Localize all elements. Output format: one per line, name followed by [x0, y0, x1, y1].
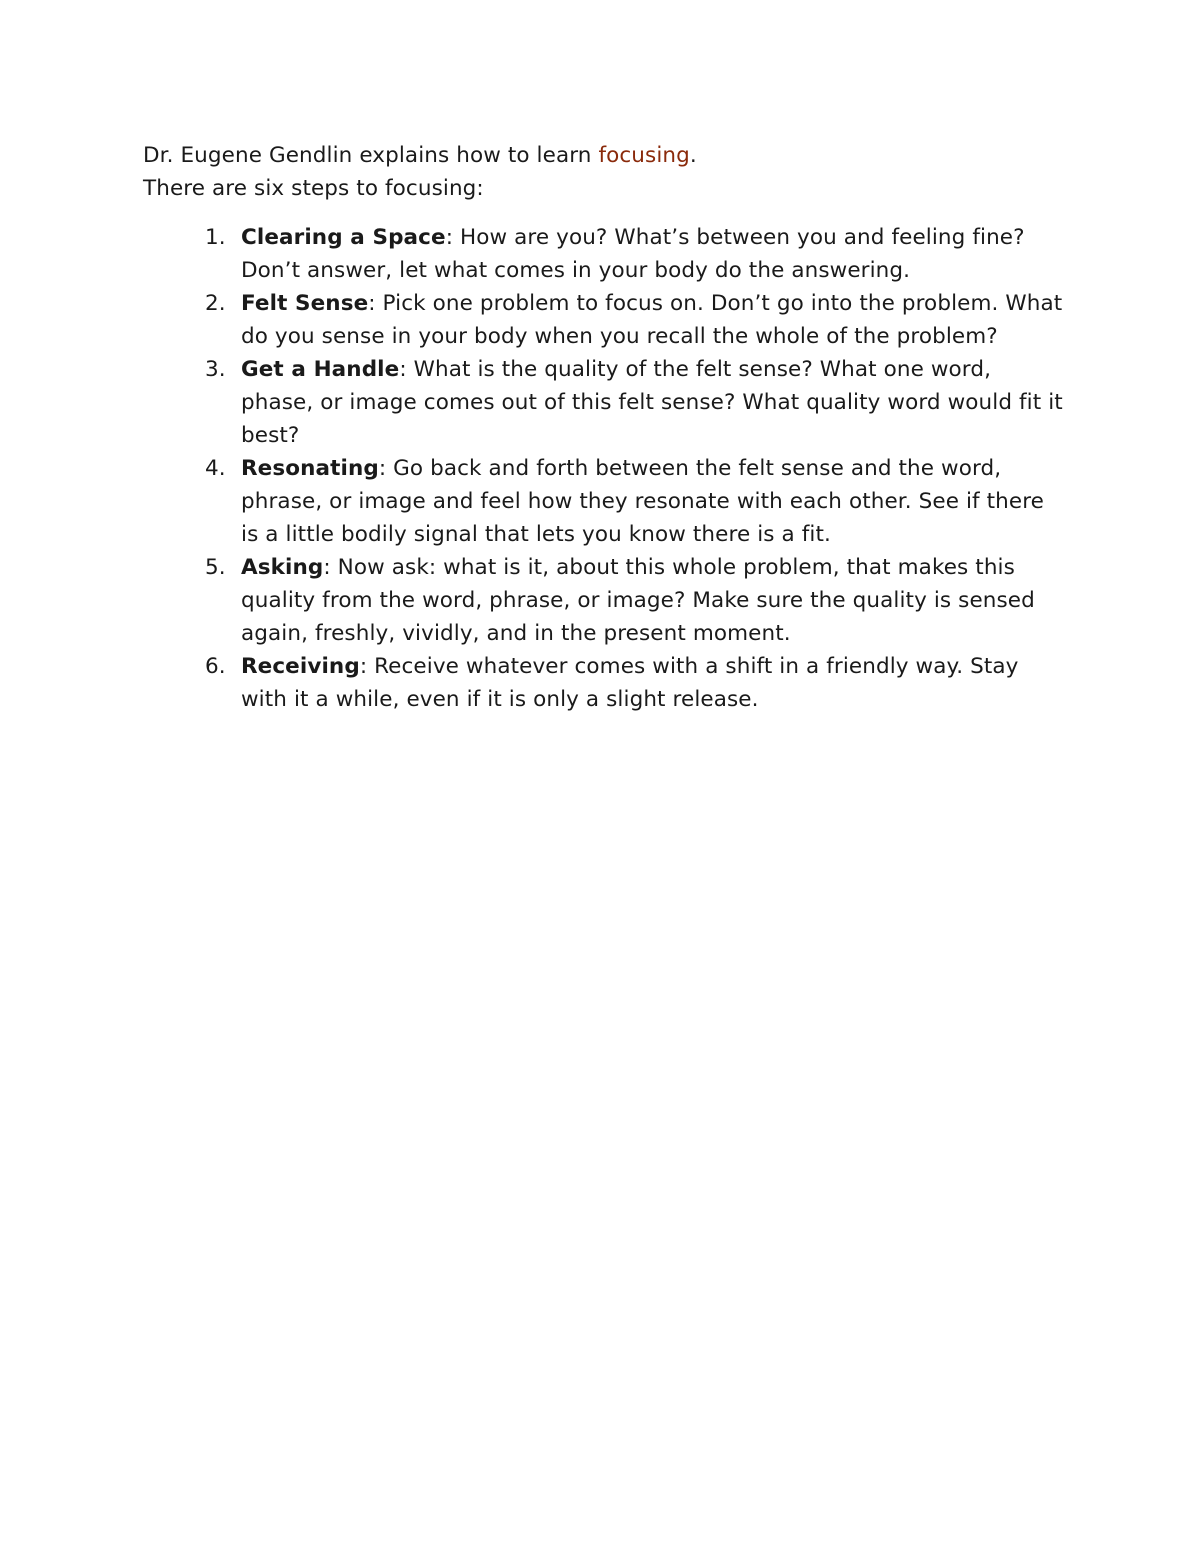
step-number: 3. [205, 357, 226, 382]
step-item-get-a-handle [143, 353, 1063, 452]
focusing-link[interactable]: focusing [598, 143, 690, 168]
steps-intro: There are six steps to focusing: [143, 176, 484, 201]
step-title: Clearing a Space [241, 225, 446, 250]
step-number: 2. [205, 291, 226, 316]
step-title: Felt Sense [241, 291, 369, 316]
step-title: Resonating [241, 456, 379, 481]
step-body: : How are you? What’s between you and feeling fine? Don’t answer, let what comes in your body do the answering. [241, 225, 1025, 283]
intro-period: . [689, 143, 697, 168]
step-body: : Go back and forth between the felt sense and the word, phrase, or image and feel how they resonate with each other. See if there is a little bodily signal that lets you know there is a fit. [241, 456, 1045, 547]
step-item-felt-sense [143, 287, 1063, 353]
step-item-resonating [143, 452, 1063, 551]
step-number: 1. [205, 225, 226, 250]
step-body: : Now ask: what is it, about this whole problem, that makes this quality from the word, phrase, or image? Make sure the quality is sensed again, freshly, vividly, and in the present moment. [241, 555, 1035, 646]
step-number: 4. [205, 456, 226, 481]
intro-text: Dr. Eugene Gendlin explains how to learn [143, 143, 599, 168]
intro-sentence [143, 139, 1083, 172]
document-page [143, 139, 1083, 716]
step-item-receiving [143, 650, 1063, 716]
steps-list [143, 221, 1083, 716]
step-title: Get a Handle [241, 357, 400, 382]
step-item-asking [143, 551, 1063, 650]
step-body: : Receive whatever comes with a shift in a friendly way. Stay with it a while, even if it is only a slight release. [241, 654, 1019, 712]
step-body: : What is the quality of the felt sense? What one word, phase, or image comes out of this felt sense? What quality word would fit it best? [241, 357, 1063, 448]
step-title: Receiving [241, 654, 360, 679]
step-number: 5. [205, 555, 226, 580]
step-body: : Pick one problem to focus on. Don’t go into the problem. What do you sense in your body when you recall the whole of the problem? [241, 291, 1063, 349]
step-title: Asking [241, 555, 324, 580]
step-item-clearing-a-space [143, 221, 1063, 287]
step-number: 6. [205, 654, 226, 679]
